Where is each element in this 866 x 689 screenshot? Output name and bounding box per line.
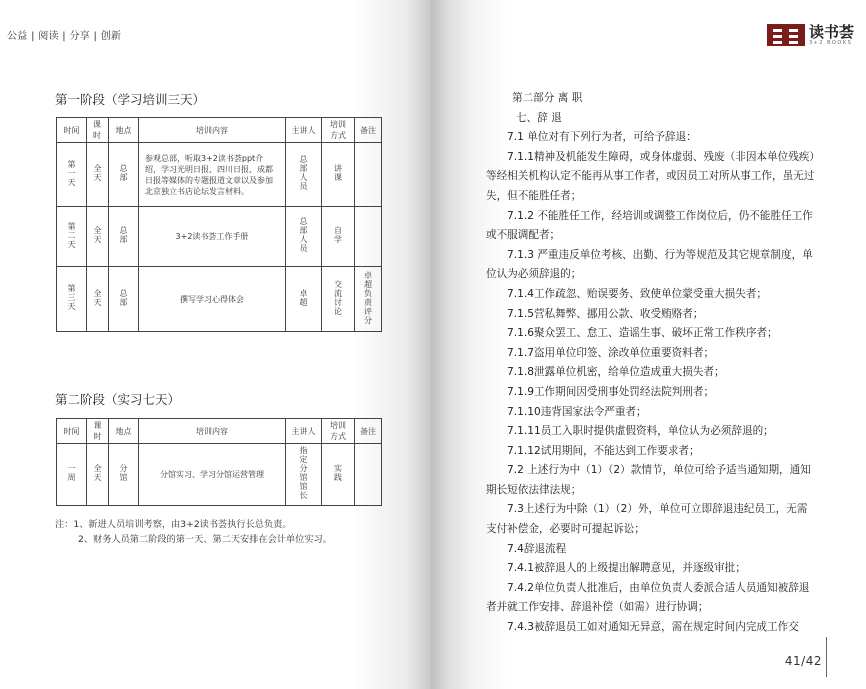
header-cell: 培训方式 [322,419,355,444]
table-cell: 全天 [87,207,109,267]
header-cell: 备注 [355,118,382,143]
stage2-title: 第二阶段（实习七天） [55,392,181,407]
section-title: 七、辞 退 [516,111,562,124]
table-cell: 全天 [87,444,109,506]
table-cell: 第三天 [57,267,87,332]
part-title: 第二部分 离 职 [512,92,583,104]
table-header-row [57,118,382,143]
paragraph: 7.4.2单位负责人批准后，由单位负责人委派合适人员通知被辞退者并就工作安排、辞退补偿（如需）进行协调； [486,581,810,614]
paragraph: 7.1.3 严重违反单位考核、出勤、行为等规范及其它规章制度，单位认为必须辞退的； [486,248,813,281]
table-cell: 全天 [87,267,109,332]
table-cell: 总部 [109,207,139,267]
table-row [57,444,382,506]
left-page [0,0,431,689]
logo [767,24,854,46]
header-cell: 主讲人 [286,419,322,444]
table-cell: 总部 [109,267,139,332]
header-cell: 地点 [109,118,139,143]
stage2-table [56,418,382,506]
table-cell: 交流讨论 [322,267,355,332]
paragraph: 7.1.5营私舞弊、挪用公款、收受贿赂者； [507,307,704,320]
table-cell: 分馆 [109,444,139,506]
paragraph: 7.1 单位对有下列行为者，可给予辞退： [507,131,697,144]
table-cell: 总部 [109,143,139,207]
table-cell [355,207,382,267]
paragraph: 7.1.12试用期间，不能达到工作要求者； [507,444,700,457]
table-row [57,207,382,267]
page-number: 41/42 [784,654,822,668]
header-cell: 课时 [87,419,109,444]
table-cell: 讲课 [322,143,355,207]
paragraph: 7.1.11员工入职时提供虚假资料，单位认为必须辞退的； [507,425,774,438]
table-cell: 参观总部，听取3+2读书荟ppt介绍，学习光明日报、四川日报、成都日报等媒体的专题报道文章以及参加北京独立书店论坛发言材料。 [139,143,286,207]
table-cell: 卓超负责评分 [355,267,382,332]
table-cell: 一周 [57,444,87,506]
paragraph: 7.2 上述行为中（1）（2）款情节，单位可给予适当通知期，通知期长短依法律法规； [486,464,811,496]
table-cell: 第一天 [57,143,87,207]
paragraph: 7.3上述行为中除（1）（2）外，单位可立即辞退违纪员工，无需支付补偿金，必要时可提起诉讼； [486,503,808,536]
table-row [57,267,382,332]
header-cell: 培训内容 [139,419,286,444]
page-number-divider [826,637,827,677]
header-tags: 公益 | 阅读 | 分享 | 创新 [7,31,122,42]
table-cell: 分馆实习、学习分馆运营管理 [139,444,286,506]
paragraph: 7.1.1精神及机能发生障碍，或身体虚弱、残废（非因本单位残疾）等经相关机构认定不能再从事工作者，或因员工对所从事工作，虽无过失，但不能胜任者； [486,150,815,202]
logo-text: 读书荟 [808,22,854,41]
table-cell: 总部人员 [286,207,322,267]
paragraph: 7.1.9工作期间因受刑事处罚经法院判刑者； [507,385,715,398]
header-cell: 时间 [57,419,87,444]
note-line: 注：1、新进人员培训考察，由3+2读书荟执行长总负责。 [55,519,292,530]
header-cell: 培训内容 [139,118,286,143]
table-cell: 卓超 [286,267,322,332]
table-cell: 第二天 [57,207,87,267]
table-cell: 撰写学习心得体会 [139,267,286,332]
paragraph: 7.4.1被辞退人的上级提出解聘意见，并逐级审批； [507,562,746,575]
header-cell: 时间 [57,118,87,143]
header-cell: 备注 [355,419,382,444]
paragraph: 7.4.3被辞退员工如对通知无异意，需在规定时间内完成工作交 [507,621,799,634]
header-cell: 地点 [109,419,139,444]
header-cell: 主讲人 [286,118,322,143]
paragraph: 7.1.7盗用单位印签、涂改单位重要资料者； [507,346,715,359]
logo-mark-icon [767,24,805,46]
table-header-row [57,419,382,444]
logo-subtitle: 3+2 BOOKS [808,39,853,46]
table-cell: 实践 [322,444,355,506]
paragraph: 7.1.4工作疏忽、贻误要务、致使单位蒙受重大损失者； [507,287,768,300]
paragraph: 7.1.8泄露单位机密，给单位造成重大损失者； [507,366,725,379]
table-cell: 自学 [322,207,355,267]
table-cell [355,143,382,207]
header-cell: 培训方式 [322,118,355,143]
table-cell: 全天 [87,143,109,207]
header-cell: 课时 [87,118,109,143]
paragraph: 7.1.2 不能胜任工作，经培训或调整工作岗位后，仍不能胜任工作或不服调配者； [486,209,813,242]
paragraph: 7.1.10违背国家法令严重者； [507,405,647,418]
notes [55,517,332,547]
paragraph: 7.4辞退流程 [507,542,567,555]
table-cell: 总部人员 [286,143,322,207]
stage1-title: 第一阶段（学习培训三天） [55,92,206,107]
stage1-table [56,117,382,332]
right-page-text [486,89,816,638]
table-row [57,143,382,207]
note-line: 2、财务人员第二阶段的第一天、第二天安排在会计单位实习。 [78,534,332,545]
table-cell [355,444,382,506]
paragraph: 7.1.6聚众罢工、怠工、造谣生事、破坏正常工作秩序者； [507,327,778,340]
table-cell: 指定分馆馆长 [286,444,322,506]
table-cell: 3+2读书荟工作手册 [139,207,286,267]
